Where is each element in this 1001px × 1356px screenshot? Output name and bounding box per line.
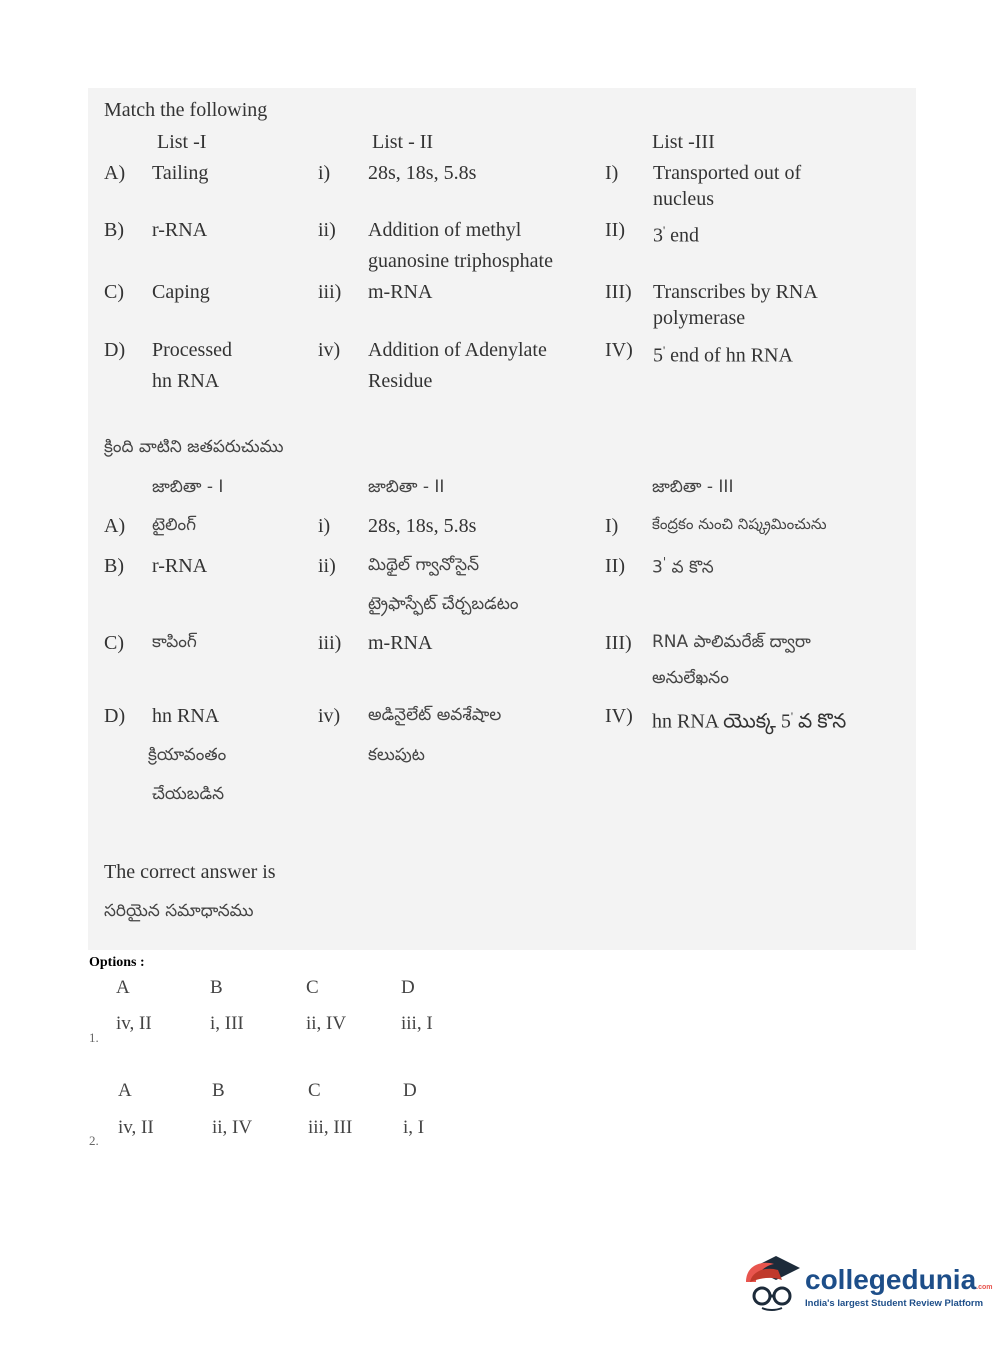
- row-b-list3: 3' end: [653, 223, 700, 247]
- option-2-number: 2.: [89, 1133, 99, 1148]
- te-row-d-list1-line3: చేయబడిన: [152, 784, 225, 804]
- te-row-d-list1-line2: క్రియావంతం: [148, 745, 227, 765]
- list2-header: List - II: [372, 131, 434, 153]
- row-d-roman: iv): [318, 339, 341, 361]
- row-b-upper-roman: II): [605, 219, 625, 241]
- option-1-val-c: ii, IV: [306, 1013, 347, 1034]
- row-d-list2-line2: Residue: [368, 370, 433, 392]
- te-row-c-roman: iii): [318, 632, 342, 654]
- option-2-val-c: iii, III: [308, 1117, 353, 1138]
- te-row-d-list1-line1: hn RNA: [152, 705, 220, 727]
- row-b-label: B): [104, 219, 124, 241]
- te-row-c-upper-roman: III): [605, 632, 632, 654]
- row-c-list2: m-RNA: [368, 281, 433, 303]
- option-2-head-c: C: [308, 1080, 321, 1101]
- collegedunia-logo-text: collegedunia.com: [805, 1264, 993, 1295]
- option-1-val-b: i, III: [210, 1013, 244, 1034]
- row-d-label: D): [104, 339, 126, 361]
- list3-header: List -III: [652, 131, 715, 153]
- te-row-d-roman: iv): [318, 705, 341, 727]
- te-row-d-upper-roman: IV): [605, 705, 633, 727]
- option-1-head-c: C: [306, 977, 319, 998]
- row-c-list3-line1: Transcribes by RNA: [653, 281, 818, 303]
- option-2-val-a: iv, II: [118, 1117, 154, 1138]
- row-a-list3-line2: nucleus: [653, 188, 715, 210]
- te-row-d-list2-line1: అడినైలేట్ అవశేషాల: [368, 705, 502, 725]
- te-row-b-list3: 3' వ కొన: [652, 555, 714, 578]
- option-2-head-a: A: [118, 1080, 132, 1101]
- answer-prompt-te: సరియైన సమాధానము: [104, 901, 254, 921]
- option-1-head-d: D: [401, 977, 415, 998]
- option-2-val-b: ii, IV: [212, 1117, 253, 1138]
- te-row-a-list1: టైలింగ్: [152, 515, 196, 535]
- row-d-list1-line1: Processed: [152, 339, 232, 361]
- row-d-upper-roman: IV): [605, 339, 633, 361]
- row-d-list2-line1: Addition of Adenylate: [368, 339, 547, 361]
- row-c-roman: iii): [318, 281, 342, 303]
- te-row-a-label: A): [104, 515, 126, 537]
- te-row-b-list1: r-RNA: [152, 555, 208, 577]
- option-1-val-a: iv, II: [116, 1013, 152, 1034]
- options-label: Options :: [89, 955, 145, 970]
- answer-prompt-en: The correct answer is: [104, 861, 276, 883]
- option-1-head-b: B: [210, 977, 223, 998]
- te-row-b-list2-line2: ట్రైఫాస్ఫేట్ చేర్చబడటం: [368, 594, 519, 614]
- te-row-b-label: B): [104, 555, 124, 577]
- option-2-head-d: D: [403, 1080, 417, 1101]
- te-row-d-list2-line2: కలుపుట: [368, 745, 425, 765]
- te-row-a-upper-roman: I): [605, 515, 619, 537]
- collegedunia-tagline: India's largest Student Review Platform: [805, 1298, 984, 1309]
- row-a-label: A): [104, 162, 126, 184]
- row-b-list1: r-RNA: [152, 219, 208, 241]
- row-a-list3-line1: Transported out of: [653, 162, 802, 184]
- row-b-list2-line2: guanosine triphosphate: [368, 250, 553, 272]
- te-row-d-label: D): [104, 705, 126, 727]
- te-row-b-roman: ii): [318, 555, 336, 577]
- collegedunia-logo-icon: [742, 1252, 802, 1312]
- row-d-list1-line2: hn RNA: [152, 370, 220, 392]
- question-title: Match the following: [104, 99, 268, 121]
- option-2-val-d: i, I: [403, 1117, 425, 1138]
- option-1-val-d: iii, I: [401, 1013, 433, 1034]
- row-c-upper-roman: III): [605, 281, 632, 303]
- te-row-c-list2: m-RNA: [368, 632, 433, 654]
- te-row-c-list3-line2: అనులేఖనం: [652, 668, 729, 688]
- row-b-roman: ii): [318, 219, 336, 241]
- te-row-a-roman: i): [318, 515, 331, 537]
- te-row-c-list1: కాపింగ్: [152, 632, 197, 652]
- option-1-head-a: A: [116, 977, 130, 998]
- te-row-c-label: C): [104, 632, 124, 654]
- row-b-list2-line1: Addition of methyl: [368, 219, 522, 241]
- list1-header: List -I: [157, 131, 207, 153]
- row-a-upper-roman: I): [605, 162, 619, 184]
- telugu-list1-header: జాబితా - I: [152, 477, 224, 497]
- te-row-b-list2-line1: మిథైల్ గ్వానోసైన్: [368, 555, 480, 575]
- row-a-roman: i): [318, 162, 331, 184]
- option-1-number: 1.: [89, 1030, 99, 1045]
- telugu-list2-header: జాబితా - II: [368, 477, 445, 497]
- te-row-a-list2: 28s, 18s, 5.8s: [368, 515, 477, 537]
- row-c-label: C): [104, 281, 124, 303]
- row-d-list3: 5' end of hn RNA: [653, 343, 793, 367]
- row-a-list1: Tailing: [152, 162, 209, 184]
- telugu-list3-header: జాబితా - III: [652, 477, 734, 497]
- te-row-a-list3: కేంద్రకం నుంచి నిష్క్రమించును: [652, 515, 827, 533]
- row-a-list2: 28s, 18s, 5.8s: [368, 162, 477, 184]
- te-row-c-list3-line1: RNA పాలిమరేజ్ ద్వారా: [652, 632, 811, 652]
- row-c-list3-line2: polymerase: [653, 307, 746, 329]
- te-row-b-upper-roman: II): [605, 555, 625, 577]
- telugu-question-title: క్రింది వాటిని జతపరుచుము: [104, 437, 284, 457]
- option-2-head-b: B: [212, 1080, 225, 1101]
- row-c-list1: Caping: [152, 281, 210, 303]
- te-row-d-list3: hn RNA యొక్క 5' వ కొన: [652, 709, 847, 733]
